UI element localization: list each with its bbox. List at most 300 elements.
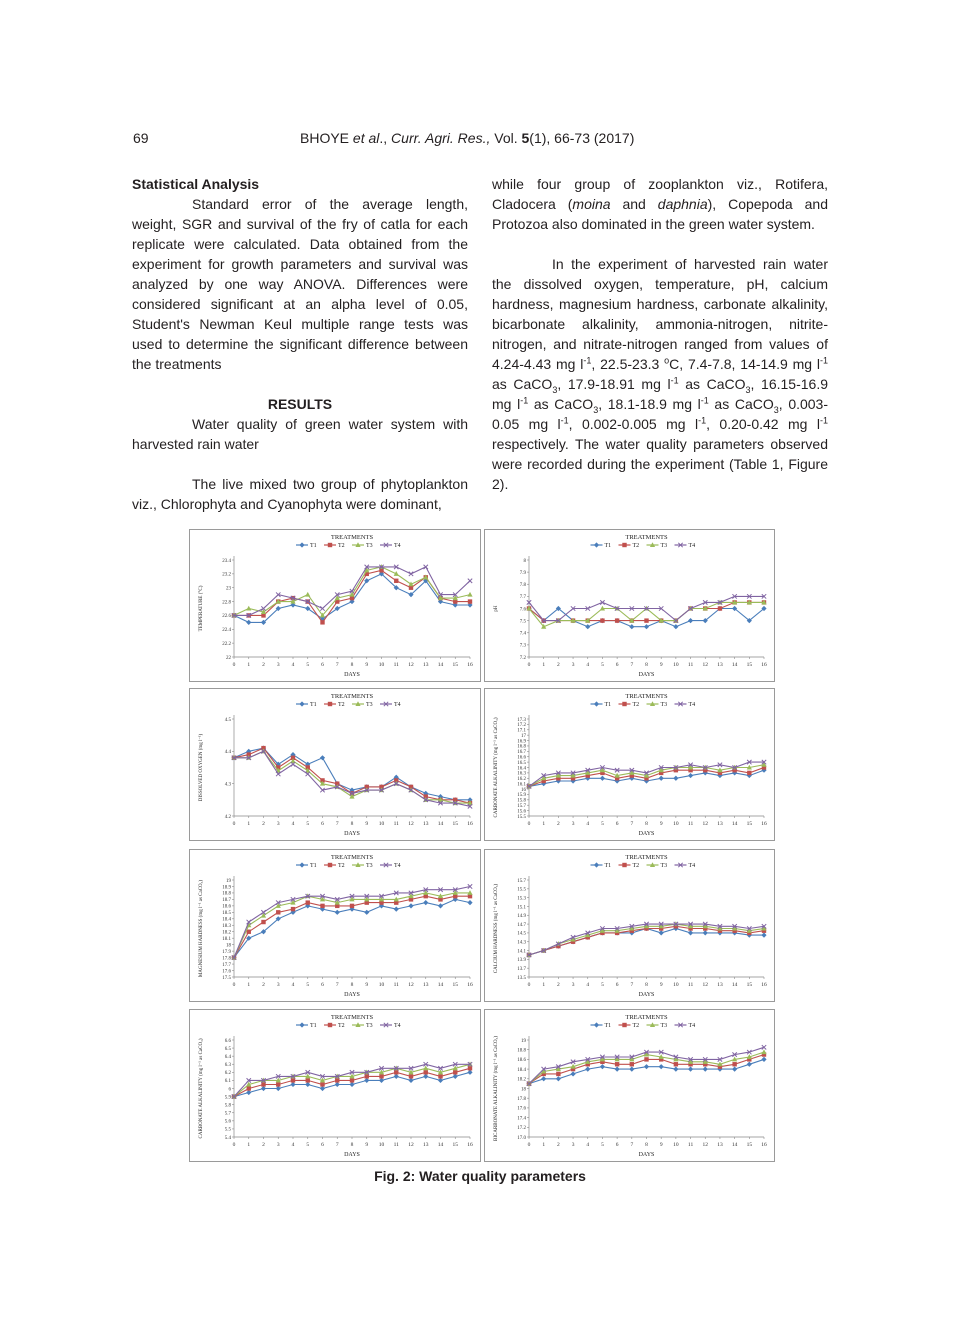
y-tick-label: 16.9 [517, 739, 526, 745]
x-tick-label: 6 [321, 662, 324, 668]
x-tick-label: 5 [306, 982, 310, 988]
legend-entry-t1 [296, 862, 317, 869]
data-point [335, 1078, 339, 1082]
y-tick-label: 4.3 [224, 782, 231, 788]
y-tick-label: 7.3 [519, 643, 526, 649]
x-tick-label: 11 [687, 982, 694, 988]
legend-entry-t2 [619, 702, 640, 708]
x-tick-label: 0 [232, 1142, 236, 1148]
legend-marker [622, 863, 626, 867]
data-point [467, 1070, 472, 1075]
header-vol-prefix: Vol. [490, 130, 522, 146]
data-point [350, 904, 354, 908]
y-tick-label: 18.4 [517, 1067, 526, 1073]
y-tick-label: 5.5 [224, 1127, 231, 1133]
data-point [600, 1064, 605, 1069]
x-tick-label: 1 [542, 1142, 546, 1148]
chart-title: TREATMENTS [330, 1014, 374, 1021]
data-point [570, 1071, 575, 1076]
x-tick-label: 5 [306, 821, 310, 827]
x-tick-label: 13 [423, 821, 429, 827]
chart-title: TREATMENTS [625, 534, 668, 541]
data-point [394, 579, 398, 583]
legend-entry-t4 [675, 1023, 696, 1029]
data-point [276, 1082, 280, 1086]
legend-label: T2 [338, 702, 345, 709]
y-tick-label: 13.5 [517, 975, 526, 981]
x-tick-label: 13 [717, 662, 723, 668]
x-tick-label: 8 [645, 1142, 648, 1148]
data-point [276, 1086, 281, 1091]
y-tick-label: 16.4 [517, 766, 526, 772]
legend-label: T4 [688, 702, 696, 709]
legend-label: T4 [394, 543, 401, 550]
data-point [409, 572, 413, 576]
legend-marker [622, 543, 626, 547]
y-axis-label: CARBONATE ALKALINITY (mg l⁻¹ as CaCO₃) [494, 717, 499, 818]
chart-title: TREATMENTS [330, 534, 374, 541]
x-tick-label: 9 [659, 1142, 663, 1148]
legend-label: T2 [632, 863, 640, 870]
y-tick-label: 18.8 [517, 1048, 526, 1054]
running-header [0, 130, 960, 150]
legend-entry-t4 [380, 863, 401, 869]
data-point [600, 776, 605, 781]
x-tick-label: 12 [702, 982, 708, 988]
legend-label: T3 [660, 1023, 668, 1030]
y-tick-label: 18.3 [222, 924, 231, 930]
legend-label: T3 [366, 543, 373, 550]
x-tick-label: 8 [350, 821, 354, 827]
y-tick-label: 7.8 [519, 583, 526, 589]
legend-entry-t2 [619, 863, 640, 869]
x-tick-label: 11 [687, 821, 694, 827]
legend-marker [299, 701, 304, 706]
x-tick-label: 10 [378, 662, 385, 668]
data-point [290, 1082, 295, 1087]
y-tick-label: 22.6 [222, 614, 231, 620]
chart-panel-carbonate-alkalinity-b [189, 1009, 481, 1162]
data-point [732, 1067, 737, 1072]
y-tick-label: 17 [521, 733, 526, 739]
x-tick-label: 13 [423, 662, 429, 668]
data-point [423, 1074, 428, 1079]
legend-entry-t1 [296, 542, 317, 549]
header-volume: 5 [521, 130, 530, 146]
x-tick-label: 9 [659, 982, 663, 988]
data-point [247, 1086, 251, 1090]
x-tick-label: 12 [408, 1142, 414, 1148]
chart-title: TREATMENTS [330, 854, 374, 861]
x-tick-label: 2 [557, 1142, 560, 1148]
x-tick-label: 2 [262, 1142, 265, 1148]
x-tick-label: 15 [746, 662, 753, 668]
series-t3 [231, 890, 472, 959]
y-tick-label: 14.1 [517, 949, 526, 955]
legend-entry-t4 [380, 702, 401, 708]
y-tick-label: 17.4 [517, 1116, 526, 1122]
y-tick-label: 4.4 [224, 750, 231, 756]
x-tick-label: 0 [527, 821, 531, 827]
legend-label: T3 [660, 543, 668, 550]
x-tick-label: 3 [571, 982, 575, 988]
y-tick-label: 6.1 [224, 1079, 231, 1085]
data-point [438, 903, 443, 908]
x-tick-label: 1 [542, 662, 546, 668]
x-tick-label: 13 [717, 821, 723, 827]
data-point [600, 618, 604, 622]
y-tick-label: 6.5 [224, 1046, 231, 1052]
x-tick-label: 6 [615, 982, 619, 988]
x-tick-label: 14 [731, 982, 738, 988]
data-point [761, 1057, 766, 1062]
x-tick-label: 14 [437, 821, 444, 827]
legend-entry-t1 [591, 862, 612, 869]
data-point [261, 1086, 266, 1091]
y-tick-label: 17.7 [222, 962, 231, 968]
paragraph-phytoplankton: The live mixed two group of phytoplankton viz., Chlorophyta and Cyanophyta were dominant, [132, 476, 468, 512]
x-tick-label: 6 [321, 821, 324, 827]
data-point [247, 930, 251, 934]
y-tick-label: 6.2 [224, 1071, 231, 1077]
x-tick-label: 0 [527, 982, 531, 988]
x-tick-label: 0 [527, 662, 531, 668]
data-point [541, 1076, 546, 1081]
x-tick-label: 4 [291, 662, 295, 668]
x-tick-label: 3 [276, 662, 280, 668]
x-tick-label: 14 [731, 662, 738, 668]
data-point [615, 618, 619, 622]
data-point [350, 1078, 354, 1082]
legend-entry-t3 [647, 701, 668, 708]
data-point [246, 1090, 251, 1095]
x-tick-label: 10 [673, 821, 679, 827]
data-point [732, 1062, 736, 1066]
y-tick-label: 6.4 [224, 1054, 231, 1060]
data-point [688, 773, 693, 778]
legend-marker [594, 862, 599, 867]
data-point [335, 910, 340, 915]
x-axis-label: DAYS [344, 672, 360, 678]
x-tick-label: 4 [586, 1142, 590, 1148]
y-tick-label: 15.8 [517, 798, 526, 804]
x-tick-label: 4 [586, 821, 590, 827]
y-tick-label: 23.2 [222, 572, 231, 578]
x-tick-label: 0 [232, 821, 236, 827]
y-tick-label: 18.4 [222, 917, 231, 923]
x-tick-label: 10 [378, 821, 385, 827]
x-tick-label: 9 [659, 821, 663, 827]
data-point [438, 1074, 442, 1078]
legend-label: T1 [310, 543, 317, 550]
data-point [408, 903, 413, 908]
data-point [246, 606, 251, 611]
x-tick-label: 15 [746, 1142, 753, 1148]
x-tick-label: 12 [408, 821, 414, 827]
x-tick-label: 7 [335, 821, 339, 827]
legend-label: T4 [688, 543, 696, 550]
legend-label: T2 [338, 863, 345, 870]
x-tick-label: 10 [378, 982, 385, 988]
legend-label: T2 [632, 543, 640, 550]
y-tick-label: 18.7 [222, 898, 231, 904]
x-tick-label: 6 [321, 1142, 324, 1148]
section-heading-results: RESULTS [267, 396, 333, 412]
legend-label: T4 [394, 702, 401, 709]
data-point [556, 1072, 560, 1076]
y-tick-label: 16.7 [517, 750, 526, 756]
x-tick-label: 16 [761, 662, 767, 668]
legend-entry-t4 [675, 863, 696, 869]
legend-entry-t3 [352, 862, 373, 869]
legend-marker [594, 701, 599, 706]
data-point [673, 776, 678, 781]
data-point [688, 930, 693, 935]
legend-entry-t3 [352, 542, 373, 549]
x-tick-label: 14 [437, 1142, 444, 1148]
x-tick-label: 1 [542, 821, 546, 827]
data-point [644, 618, 648, 622]
left-column [132, 174, 468, 514]
y-tick-label: 5.9 [224, 1095, 231, 1101]
data-point [761, 933, 766, 938]
legend-label: T1 [604, 863, 612, 870]
chart-panel-temperature [189, 529, 481, 682]
x-tick-label: 15 [746, 821, 753, 827]
y-tick-label: 16 [521, 787, 526, 793]
x-tick-label: 5 [601, 1142, 604, 1148]
data-point [468, 599, 472, 603]
x-tick-label: 8 [350, 982, 354, 988]
x-tick-label: 6 [615, 662, 619, 668]
x-tick-label: 8 [350, 1142, 354, 1148]
y-tick-label: 5.4 [224, 1135, 231, 1141]
y-tick-label: 4.5 [224, 717, 231, 723]
y-tick-label: 19 [521, 1038, 526, 1044]
data-point [659, 776, 664, 781]
series-line [234, 893, 470, 958]
italic-moina: moina [572, 196, 611, 212]
data-point [615, 1067, 620, 1072]
y-tick-label: 17.2 [517, 1126, 526, 1132]
chart-panel-bicarbonate-alkalinity [484, 1009, 775, 1162]
data-point [674, 1062, 678, 1066]
legend-label: T2 [632, 1023, 640, 1030]
data-point [246, 620, 251, 625]
x-tick-label: 16 [467, 662, 473, 668]
data-point [630, 1062, 634, 1066]
data-point [379, 1074, 383, 1078]
x-tick-label: 13 [717, 1142, 723, 1148]
data-point [585, 1067, 590, 1072]
legend-marker [622, 1023, 626, 1027]
x-tick-label: 3 [571, 662, 575, 668]
y-tick-label: 22.2 [222, 641, 231, 647]
x-tick-label: 10 [378, 1142, 385, 1148]
x-tick-label: 0 [232, 982, 236, 988]
data-point [306, 1078, 310, 1082]
chart-title: TREATMENTS [330, 693, 374, 700]
y-tick-label: 18.2 [517, 1077, 526, 1083]
x-tick-label: 9 [365, 982, 369, 988]
data-point [423, 900, 428, 905]
x-tick-label: 16 [761, 982, 767, 988]
y-tick-label: 17.6 [517, 1106, 526, 1112]
y-axis-label: pH [494, 605, 499, 612]
y-axis-label: DISSOLVED OXYGEN (mg l⁻¹) [199, 733, 204, 802]
x-tick-label: 2 [557, 662, 560, 668]
x-tick-label: 2 [557, 821, 560, 827]
legend-label: T2 [632, 702, 640, 709]
legend-entry-t1 [296, 1022, 317, 1029]
x-tick-label: 5 [601, 821, 604, 827]
y-tick-label: 19 [226, 878, 231, 884]
legend-entry-t1 [296, 701, 317, 708]
data-point [320, 1086, 325, 1091]
y-tick-label: 17.6 [222, 969, 231, 975]
x-tick-label: 11 [393, 662, 399, 668]
y-tick-label: 17.8 [517, 1097, 526, 1102]
chart-panel-dissolved-oxygen [189, 688, 481, 841]
y-tick-label: 18 [521, 1087, 526, 1093]
data-point [291, 907, 295, 911]
data-point [261, 920, 265, 924]
y-tick-label: 18.6 [517, 1058, 526, 1064]
x-tick-label: 15 [452, 662, 458, 668]
data-point [615, 1062, 619, 1066]
section-heading-statistical-analysis: Statistical Analysis [132, 176, 260, 192]
x-tick-label: 14 [731, 1142, 738, 1148]
x-tick-label: 2 [262, 662, 265, 668]
data-point [453, 1070, 457, 1074]
legend-label: T1 [604, 1023, 612, 1030]
y-tick-label: 18 [226, 943, 231, 949]
y-tick-label: 5.8 [224, 1103, 231, 1109]
x-tick-label: 7 [630, 982, 634, 988]
header-sep: ., [379, 130, 392, 146]
legend-entry-t2 [324, 543, 345, 549]
y-tick-label: 15.6 [517, 809, 526, 815]
data-point [320, 606, 324, 610]
y-tick-label: 16.6 [517, 755, 526, 761]
legend-label: T3 [366, 863, 373, 870]
y-axis-label: TEMPERATURE (°C) [199, 585, 204, 632]
y-tick-label: 15.5 [517, 814, 526, 820]
y-tick-label: 16.2 [517, 777, 526, 783]
x-tick-label: 13 [717, 982, 723, 988]
legend-marker [622, 702, 626, 706]
legend-label: T4 [688, 863, 696, 870]
y-tick-label: 18.8 [222, 891, 231, 897]
series-line [529, 602, 764, 620]
data-point [305, 1082, 310, 1087]
legend-label: T4 [394, 863, 401, 870]
legend-label: T4 [688, 1023, 696, 1030]
x-tick-label: 7 [335, 662, 339, 668]
x-tick-label: 12 [408, 982, 414, 988]
chart-title: TREATMENTS [625, 1014, 668, 1021]
y-tick-label: 18.2 [222, 930, 231, 936]
x-axis-label: DAYS [344, 1152, 360, 1158]
legend-marker [594, 1022, 599, 1027]
x-tick-label: 3 [571, 1142, 575, 1148]
chart-title: TREATMENTS [625, 693, 668, 700]
x-tick-label: 9 [365, 821, 369, 827]
data-point [703, 1067, 708, 1072]
x-tick-label: 5 [601, 982, 604, 988]
chart-panel-carbonate-alkalinity-a [484, 688, 775, 841]
y-axis-label: CALCIUM HARDNESS (mg l⁻¹ as CaCO₃) [494, 883, 499, 974]
x-tick-label: 15 [746, 982, 753, 988]
x-tick-label: 5 [306, 1142, 310, 1148]
y-tick-label: 8 [523, 558, 526, 564]
data-point [718, 606, 722, 610]
x-tick-label: 1 [247, 821, 251, 827]
page-number: 69 [133, 130, 149, 146]
y-axis-label: CARBONATE ALKALINITY (mg l⁻¹ as CaCO₃) [199, 1038, 204, 1139]
data-point [320, 1082, 324, 1086]
x-tick-label: 9 [365, 662, 369, 668]
data-point [394, 1074, 399, 1079]
legend-entry-t4 [380, 543, 401, 549]
y-tick-label: 17.2 [517, 723, 526, 729]
data-point [409, 1074, 413, 1078]
legend-marker [328, 863, 332, 867]
data-point [585, 624, 590, 629]
data-point [467, 592, 472, 597]
x-tick-label: 7 [335, 982, 339, 988]
x-tick-label: 1 [247, 982, 251, 988]
y-tick-label: 6 [228, 1087, 231, 1093]
y-tick-label: 15.1 [517, 905, 526, 911]
x-tick-label: 16 [467, 821, 473, 827]
x-tick-label: 11 [393, 982, 399, 988]
y-tick-label: 14.5 [517, 931, 526, 937]
data-point [467, 900, 472, 905]
y-tick-label: 16.5 [517, 760, 526, 766]
x-tick-label: 2 [262, 982, 265, 988]
x-axis-label: DAYS [638, 831, 655, 837]
x-tick-label: 14 [437, 662, 444, 668]
series-t2 [232, 894, 472, 960]
x-axis-label: DAYS [638, 992, 655, 998]
x-tick-label: 12 [702, 662, 708, 668]
y-tick-label: 7.9 [519, 570, 526, 576]
x-tick-label: 3 [571, 821, 575, 827]
x-tick-label: 9 [365, 1142, 369, 1148]
x-tick-label: 6 [615, 1142, 619, 1148]
x-tick-label: 4 [291, 982, 295, 988]
legend-entry-t1 [591, 542, 612, 549]
legend-entry-t4 [380, 1023, 401, 1029]
figure-caption: Fig. 2: Water quality parameters [374, 1168, 586, 1184]
y-tick-label: 23.4 [222, 558, 231, 564]
x-tick-label: 0 [232, 662, 236, 668]
data-point [761, 1049, 766, 1054]
x-axis-label: DAYS [638, 672, 655, 678]
legend-entry-t4 [675, 543, 696, 549]
legend-label: T3 [366, 1023, 373, 1030]
x-tick-label: 6 [615, 821, 619, 827]
data-point [291, 1078, 295, 1082]
x-tick-label: 12 [702, 821, 708, 827]
y-tick-label: 17.9 [222, 949, 231, 955]
x-tick-label: 8 [350, 662, 354, 668]
data-point [556, 1076, 561, 1081]
data-point [305, 592, 310, 597]
legend-marker [299, 862, 304, 867]
paragraph-ranges: In the experiment of harvested rain water the dissolved oxygen, temperature, pH, calcium hardness, magnesium hardness, carbonate alkalinity, bicarbonate alkalinity, ammonia-nitrogen, nitrite-nitrogen, and nitrate-nitrogen ranged from values of 4.24-4.43 mg $l^{-1}$, 22.5-23.3 $^o$C, 7.4-7.8, 14-14.9 mg $l^{-1}$ as CaCO$_3$, 17.9-18.91 mg $l^{-1}$ as CaCO$_3$, 16.15-16.9 mg $l^{-1}$ as CaCO$_3$, 18.1-18.9 mg $l^{-1}$ as CaCO$_3$, 0.003-0.05 mg $l^{-1}$, 0.002-0.005 mg $l^{-1}$, 0.20-0.42 mg $l^{-1}$ respectively. The water quality parameters observed were recorded during the experiment (Table 1, Figure 2). [492, 256, 829, 492]
